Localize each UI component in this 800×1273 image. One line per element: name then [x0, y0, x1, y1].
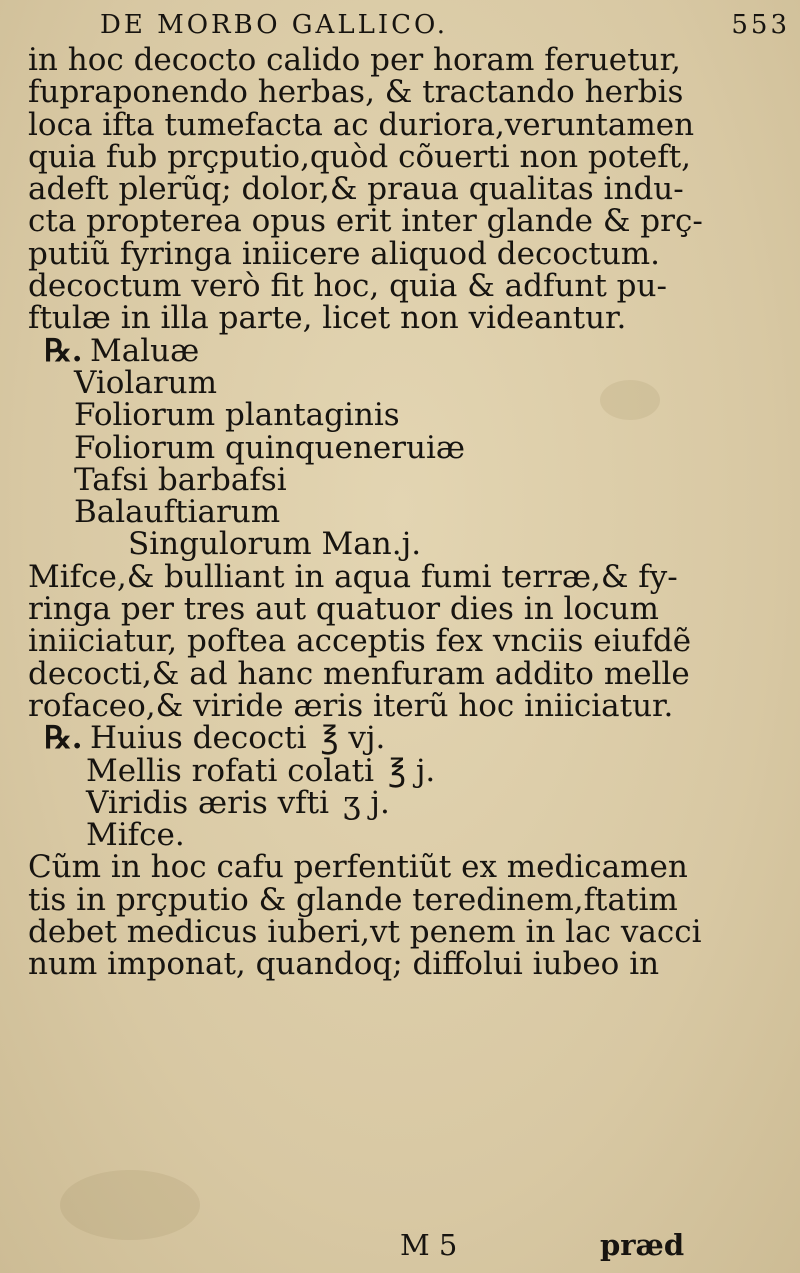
text-line: debet medicus iuberi,vt penem in lac vacci [28, 914, 702, 951]
ingredient-line: Tafsi barbafsi [74, 461, 287, 498]
recipe-2-first [28, 720, 772, 757]
catchword: præd [600, 1228, 685, 1262]
text-line: decoctum verò fit hoc, quia & adfunt pu- [28, 268, 667, 305]
ingredient-quantity: ʒ j. [343, 784, 390, 821]
recipe-symbol: ℞. [44, 720, 83, 757]
text-line: Cũm in hoc cafu perfentiũt ex medicamen [28, 849, 688, 886]
text-line: loca ifta tumefacta ac duriora,veruntamen [28, 106, 695, 143]
text-line: quia fub prçputio,quòd cõuerti non poteft, [28, 138, 692, 175]
text-line: decocti,& ad hanc menfuram addito melle [28, 655, 690, 692]
recipe-symbol: ℞. [44, 332, 83, 369]
ingredient-name: Viridis æris vfti [86, 784, 330, 821]
text-line: num imponat, quandoq; diffolui iubeo in [28, 946, 660, 983]
ingredient-line [28, 752, 772, 789]
text-line: rofaceo,& viride æris iterũ hoc iniiciatur. [28, 687, 674, 724]
dose-line: Singulorum Man.j. [128, 526, 422, 563]
ingredient: Maluæ [90, 332, 200, 369]
recipe-1-first [28, 332, 772, 369]
ingredient-line: Foliorum quinqueneruiæ [74, 429, 465, 466]
text-line: ringa per tres aut quatuor dies in locum [28, 591, 659, 628]
page-header [100, 6, 790, 46]
text-line: iniiciatur, poftea acceptis fex vnciis eiufdẽ [28, 623, 692, 660]
page-number: 553 [731, 10, 790, 40]
page-footer [0, 1228, 800, 1268]
ingredient-line: Balauftiarum [74, 494, 281, 531]
text-line: tis in prçputio & glande teredinem,ftatim [28, 881, 678, 918]
text-block [28, 44, 772, 981]
text-line: ftulæ in illa parte, licet non videantur. [28, 300, 627, 337]
ingredient-quantity: ℥ j. [388, 752, 436, 789]
signature-mark: M 5 [400, 1228, 458, 1262]
ingredient-name: Huius decocti [90, 720, 307, 757]
ingredient-name: Mellis rofati colati [86, 752, 375, 789]
text-line: fupraponendo herbas, & tractando herbis [28, 74, 684, 111]
ingredient-line: Violarum [74, 364, 217, 401]
running-title: DE MORBO GALLICO. [100, 10, 449, 40]
text-line: in hoc decocto calido per horam feruetur, [28, 42, 681, 78]
ingredient-line: Foliorum plantaginis [74, 397, 400, 434]
text-line: cta propterea opus erit inter glande & prç- [28, 203, 703, 240]
text-line: putiũ fyringa iniicere aliquod decoctum. [28, 235, 661, 272]
text-line: adeft plerũq; dolor,& praua qualitas indu- [28, 171, 684, 208]
text-line: Mifce,& bulliant in aqua fumi terræ,& fy- [28, 558, 678, 595]
ingredient-quantity: ℥ vj. [320, 720, 386, 757]
closing-line: Mifce. [86, 817, 185, 854]
ingredient-line [28, 784, 772, 821]
